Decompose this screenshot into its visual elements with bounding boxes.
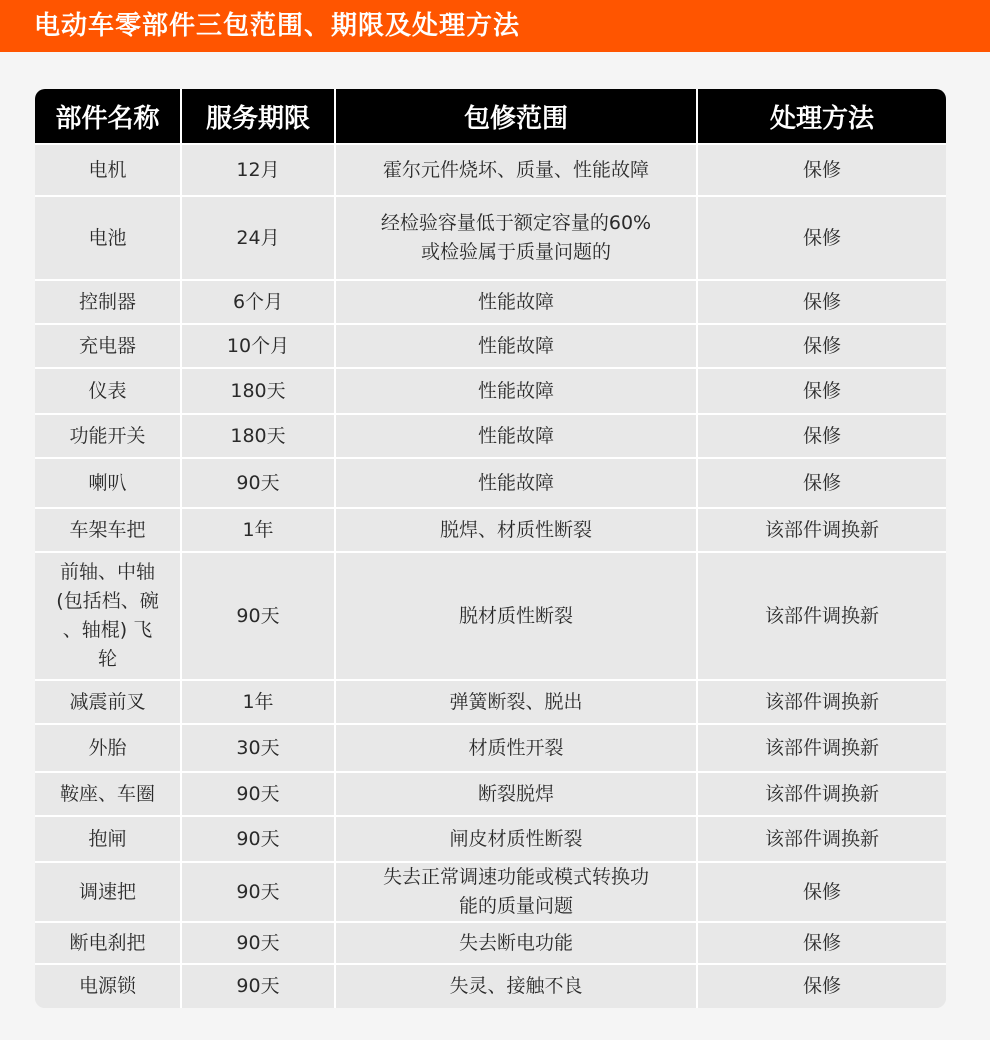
header-part-name: 部件名称 — [35, 89, 181, 144]
page-title: 电动车零部件三包范围、期限及处理方法 — [34, 11, 521, 41]
cell-part-name: 电池 — [35, 196, 181, 280]
cell-service-period: 90天 — [181, 964, 335, 1008]
cell-repair-scope: 闸皮材质性断裂 — [335, 816, 697, 862]
cell-part-name: 鞍座、车圈 — [35, 772, 181, 816]
cell-service-period: 12月 — [181, 144, 335, 196]
cell-repair-scope: 失灵、接触不良 — [335, 964, 697, 1008]
cell-part-name: 减震前叉 — [35, 680, 181, 724]
table-row — [35, 862, 946, 922]
cell-repair-scope: 材质性开裂 — [335, 724, 697, 772]
table-body — [35, 144, 946, 1008]
cell-service-period: 180天 — [181, 414, 335, 458]
cell-handling-method: 保修 — [697, 196, 946, 280]
table-row — [35, 144, 946, 196]
cell-part-name: 喇叭 — [35, 458, 181, 508]
table-row — [35, 414, 946, 458]
cell-handling-method: 保修 — [697, 964, 946, 1008]
cell-repair-scope: 失去断电功能 — [335, 922, 697, 964]
cell-repair-scope: 性能故障 — [335, 458, 697, 508]
cell-service-period: 90天 — [181, 772, 335, 816]
title-banner — [0, 0, 990, 52]
table-row — [35, 964, 946, 1008]
cell-handling-method: 该部件调换新 — [697, 508, 946, 552]
cell-repair-scope: 霍尔元件烧坏、质量、性能故障 — [335, 144, 697, 196]
cell-service-period: 1年 — [181, 508, 335, 552]
warranty-table-container — [35, 89, 946, 1008]
cell-service-period: 90天 — [181, 922, 335, 964]
cell-part-name: 前轴、中轴 (包括档、碗 、轴棍) 飞 轮 — [35, 552, 181, 680]
cell-repair-scope: 性能故障 — [335, 368, 697, 414]
header-service-period: 服务期限 — [181, 89, 335, 144]
cell-part-name: 功能开关 — [35, 414, 181, 458]
table-header-row — [35, 89, 946, 144]
cell-repair-scope: 性能故障 — [335, 280, 697, 324]
cell-service-period: 30天 — [181, 724, 335, 772]
cell-handling-method: 该部件调换新 — [697, 680, 946, 724]
table-row — [35, 680, 946, 724]
cell-repair-scope: 性能故障 — [335, 414, 697, 458]
cell-part-name: 电源锁 — [35, 964, 181, 1008]
cell-service-period: 10个月 — [181, 324, 335, 368]
table-row — [35, 724, 946, 772]
table-row — [35, 508, 946, 552]
table-row — [35, 368, 946, 414]
cell-repair-scope: 断裂脱焊 — [335, 772, 697, 816]
table-row — [35, 772, 946, 816]
cell-part-name: 抱闸 — [35, 816, 181, 862]
cell-handling-method: 保修 — [697, 414, 946, 458]
cell-service-period: 90天 — [181, 552, 335, 680]
cell-handling-method: 保修 — [697, 922, 946, 964]
cell-repair-scope: 经检验容量低于额定容量的60% 或检验属于质量问题的 — [335, 196, 697, 280]
cell-part-name: 外胎 — [35, 724, 181, 772]
table-row — [35, 552, 946, 680]
cell-repair-scope: 失去正常调速功能或模式转换功 能的质量问题 — [335, 862, 697, 922]
cell-service-period: 90天 — [181, 862, 335, 922]
cell-handling-method: 保修 — [697, 368, 946, 414]
table-row — [35, 458, 946, 508]
cell-service-period: 180天 — [181, 368, 335, 414]
cell-handling-method: 保修 — [697, 280, 946, 324]
cell-part-name: 电机 — [35, 144, 181, 196]
warranty-table — [35, 89, 946, 1008]
cell-part-name: 车架车把 — [35, 508, 181, 552]
cell-service-period: 1年 — [181, 680, 335, 724]
cell-handling-method: 保修 — [697, 144, 946, 196]
cell-handling-method: 保修 — [697, 458, 946, 508]
cell-part-name: 断电刹把 — [35, 922, 181, 964]
cell-part-name: 充电器 — [35, 324, 181, 368]
cell-service-period: 24月 — [181, 196, 335, 280]
table-row — [35, 922, 946, 964]
cell-handling-method: 该部件调换新 — [697, 816, 946, 862]
cell-service-period: 90天 — [181, 458, 335, 508]
table-row — [35, 816, 946, 862]
cell-service-period: 90天 — [181, 816, 335, 862]
cell-handling-method: 该部件调换新 — [697, 552, 946, 680]
table-row — [35, 280, 946, 324]
cell-part-name: 仪表 — [35, 368, 181, 414]
header-repair-scope: 包修范围 — [335, 89, 697, 144]
cell-handling-method: 保修 — [697, 324, 946, 368]
cell-part-name: 调速把 — [35, 862, 181, 922]
cell-part-name: 控制器 — [35, 280, 181, 324]
cell-repair-scope: 性能故障 — [335, 324, 697, 368]
cell-handling-method: 该部件调换新 — [697, 772, 946, 816]
cell-service-period: 6个月 — [181, 280, 335, 324]
cell-repair-scope: 弹簧断裂、脱出 — [335, 680, 697, 724]
cell-handling-method: 保修 — [697, 862, 946, 922]
table-row — [35, 196, 946, 280]
header-handling-method: 处理方法 — [697, 89, 946, 144]
cell-repair-scope: 脱焊、材质性断裂 — [335, 508, 697, 552]
cell-handling-method: 该部件调换新 — [697, 724, 946, 772]
cell-repair-scope: 脱材质性断裂 — [335, 552, 697, 680]
table-row — [35, 324, 946, 368]
